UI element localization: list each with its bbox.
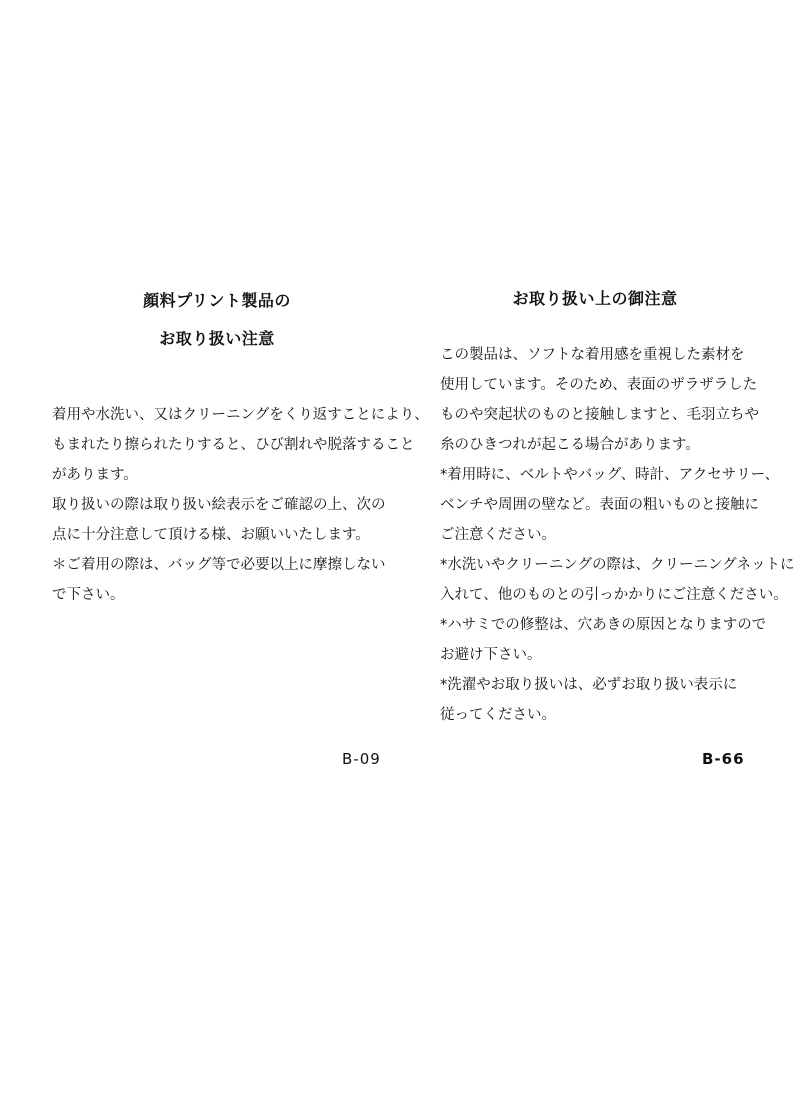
left-body-line: で下さい。 [52, 587, 125, 603]
right-panel-body [440, 340, 795, 730]
right-body-line: 使用しています。そのため、表面のザラザラした [440, 377, 758, 393]
left-body-line: もまれたり擦られたりすると、ひび割れや脱落すること [52, 437, 415, 453]
right-body-line: 糸のひきつれが起こる場合があります。 [440, 437, 700, 453]
right-body-line: ご注意ください。 [440, 527, 556, 543]
right-body-line: 従ってください。 [440, 707, 556, 723]
right-panel-title: お取り扱い上の御注意 [512, 289, 678, 308]
left-panel-title-line1: 顔料プリント製品の [143, 291, 291, 310]
right-body-line: *着用時に、ベルトやバッグ、時計、アクセサリー、 [440, 467, 780, 483]
right-body-line: ベンチや周囲の壁など。表面の粗いものと接触に [440, 497, 759, 513]
left-body-line: 点に十分注意して頂ける様、お願いいたします。 [52, 527, 370, 543]
left-body-line: ＊ご着用の際は、バッグ等で必要以上に摩擦しない [52, 557, 386, 573]
right-body-line: ものや突起状のものと接触しますと、毛羽立ちや [440, 407, 759, 423]
right-body-line: この製品は、ソフトな着用感を重視した素材を [440, 347, 745, 363]
left-body-line: 着用や水洗い、又はクリーニングをくり返すことにより、 [52, 407, 429, 423]
left-panel-code: B-09 [342, 750, 381, 768]
right-panel-code: B-66 [702, 750, 745, 768]
right-body-line: 入れて、他のものとの引っかかりにご注意ください。 [440, 587, 788, 603]
left-body-line: があります。 [52, 467, 138, 483]
right-body-line: *ハサミでの修整は、穴あきの原因となりますので [440, 617, 767, 633]
right-body-line: お避け下さい。 [440, 647, 542, 663]
left-body-line: 取り扱いの際は取り扱い絵表示をご確認の上、次の [52, 497, 386, 513]
left-panel-body [52, 400, 429, 610]
right-body-line: *水洗いやクリーニングの際は、クリーニングネットに [440, 557, 795, 573]
right-body-line: *洗濯やお取り扱いは、必ずお取り扱い表示に [440, 677, 738, 693]
left-panel-title-line2: お取り扱い注意 [159, 329, 275, 348]
